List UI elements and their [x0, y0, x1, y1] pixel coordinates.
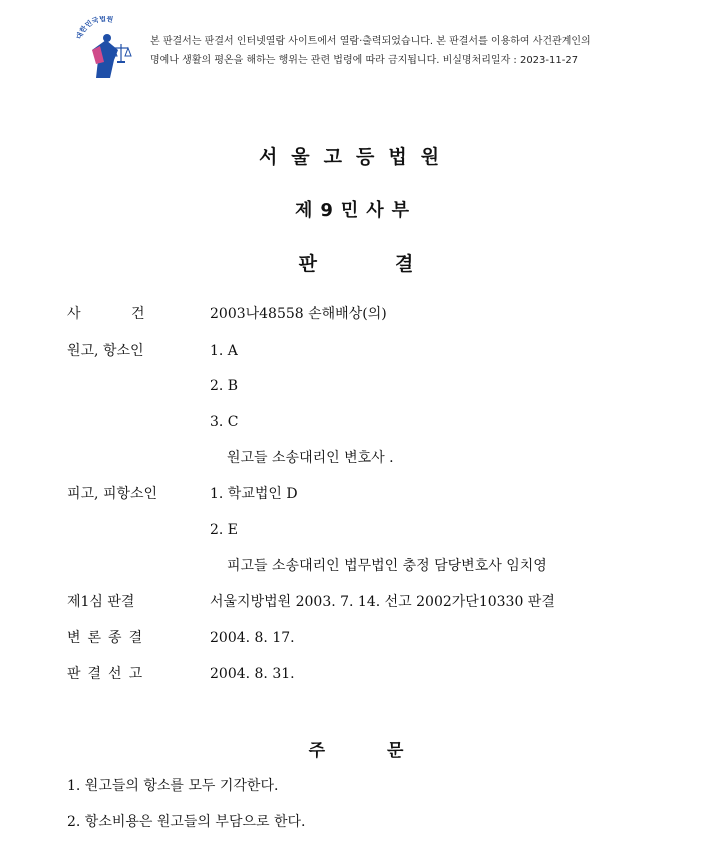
seal-text: 대한민국법원	[75, 16, 114, 41]
defendant-1: 1. 학교법인 D	[210, 486, 298, 502]
division-name: 제9민사부	[294, 200, 418, 221]
case-label-a: 사	[67, 306, 81, 322]
plaintiff-label: 원고, 항소인	[67, 343, 144, 359]
plaintiff-1: 1. A	[210, 343, 238, 359]
sentence-label: 판결선고	[67, 666, 150, 682]
sentence-date: 2004. 8. 31.	[210, 666, 295, 682]
order-heading: 주문	[308, 741, 466, 761]
order-item-1: 1. 원고들의 항소를 모두 기각한다.	[67, 778, 279, 794]
case-number: 2003나48558 손해배상(의)	[210, 306, 387, 322]
first-instance-label: 제1심 판결	[67, 594, 135, 610]
first-instance-value: 서울지방법원 2003. 7. 14. 선고 2002가단10330 판결	[210, 594, 555, 610]
plaintiff-counsel: 원고들 소송대리인 변호사 .	[227, 450, 394, 466]
court-name: 서울고등법원	[258, 146, 454, 168]
document-header	[70, 16, 710, 86]
court-seal-icon	[70, 16, 140, 86]
defendant-label: 피고, 피항소인	[67, 486, 158, 502]
notice-line-2: 명예나 생활의 평온을 해하는 행위는 관련 법령에 따라 금지됩니다. 비실명처리일자 : 2023-11-27	[150, 55, 579, 66]
argument-end-date: 2004. 8. 17.	[210, 630, 295, 646]
order-item-2: 2. 항소비용은 원고들의 부담으로 한다.	[67, 814, 306, 830]
case-label-b: 건	[131, 306, 145, 322]
usage-notice	[150, 32, 710, 70]
argument-end-label: 변론종결	[67, 630, 150, 646]
defendant-counsel: 피고들 소송대리인 법무법인 충정 담당변호사 임치영	[227, 558, 547, 574]
case-label	[67, 304, 149, 330]
judgment-title: 판결	[298, 253, 492, 275]
defendant-2: 2. E	[210, 522, 239, 538]
notice-line-1: 본 판결서는 판결서 인터넷열람 사이트에서 열람·출력되었습니다. 본 판결서를 이용하여 사건관계인의	[150, 36, 591, 47]
plaintiff-2: 2. B	[210, 378, 239, 394]
plaintiff-3: 3. C	[210, 414, 239, 430]
